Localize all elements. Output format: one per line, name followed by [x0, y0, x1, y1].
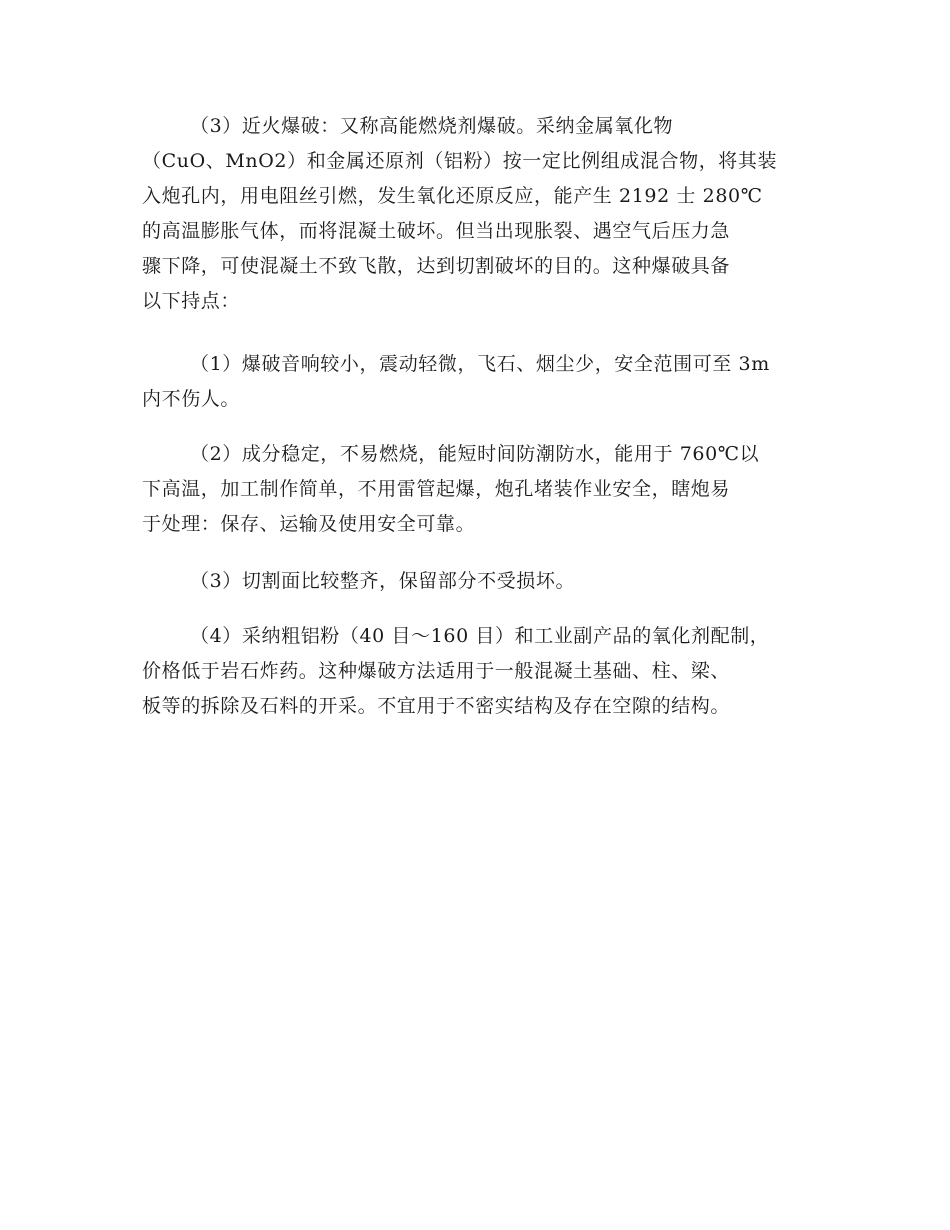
paragraph-2-line-1: （1）爆破音响较小，震动轻微，飞石、烟尘少，安全范围可至 3m	[190, 353, 770, 375]
paragraph-5-line-1: （4）采纳粗铝粉（40 目～160 目）和工业副产品的氧化剂配制，	[190, 625, 770, 647]
paragraph-1-line-3: 入炮孔内，用电阻丝引燃，发生氧化还原反应，能产生 2192 士 280℃	[142, 185, 763, 207]
paragraph-1-line-6: 以下持点：	[142, 290, 241, 312]
paragraph-3-line-3: 于处理：保存、运输及使用安全可靠。	[142, 513, 476, 535]
paragraph-5-line-2: 价格低于岩石炸药。这种爆破方法适用于一般混凝土基础、柱、梁、	[142, 660, 731, 682]
paragraph-1-line-2: （CuO、MnO2）和金属还原剂（铝粉）按一定比例组成混合物，将其装	[142, 150, 778, 172]
paragraph-3-line-2: 下高温，加工制作简单，不用雷管起爆，炮孔堵装作业安全，瞎炮易	[142, 478, 731, 500]
paragraph-1-line-5: 骤下降，可使混凝土不致飞散，达到切割破坏的目的。这种爆破具备	[142, 255, 731, 277]
paragraph-1-line-4: 的高温膨胀气体，而将混凝土破坏。但当出现胀裂、遇空气后压力急	[142, 220, 731, 242]
paragraph-2-line-2: 内不伤人。	[142, 388, 241, 410]
paragraph-1-line-1: （3）近火爆破：又称高能燃烧剂爆破。采纳金属氧化物	[190, 115, 674, 137]
paragraph-4-line-1: （3）切割面比较整齐，保留部分不受损坏。	[190, 570, 576, 592]
paragraph-3-line-1: （2）成分稳定，不易燃烧，能短时间防潮防水，能用于 760℃以	[190, 443, 760, 465]
paragraph-5-line-3: 板等的拆除及石料的开采。不宜用于不密实结构及存在空隙的结构。	[142, 695, 731, 717]
